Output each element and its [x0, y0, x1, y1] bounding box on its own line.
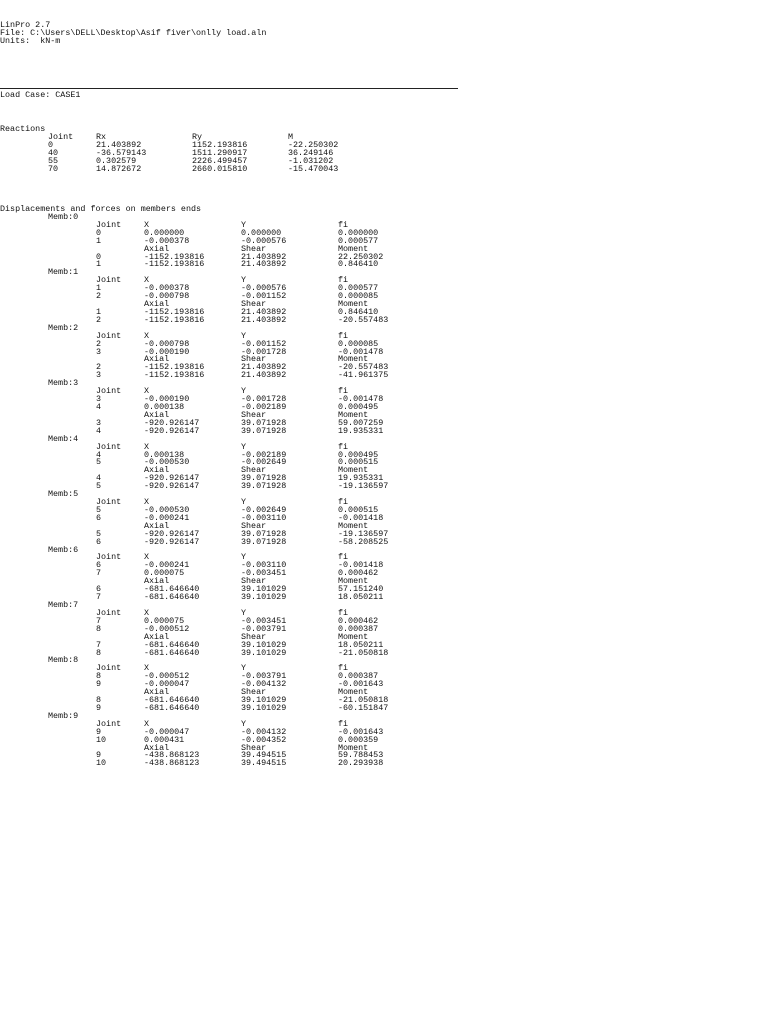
- table-cell: 59.007259: [338, 417, 384, 428]
- table-cell: 39.071928: [241, 417, 287, 428]
- table-cell: 39.101029: [241, 647, 287, 658]
- table-cell: -681.646640: [144, 647, 200, 658]
- table-cell: 1: [96, 235, 102, 246]
- table-cell: 0.000387: [338, 623, 379, 634]
- table-cell: 9: [96, 702, 102, 713]
- column-header: Axial: [144, 409, 170, 420]
- table-cell: 0.000495: [338, 402, 379, 412]
- column-header: fi: [338, 330, 349, 341]
- column-header: Y: [241, 386, 247, 397]
- table-cell: 39.071928: [241, 425, 287, 436]
- column-header: Y: [241, 219, 247, 230]
- table-cell: 0: [96, 251, 102, 262]
- table-cell: -1152.193816: [144, 314, 205, 325]
- table-cell: -0.001478: [338, 346, 384, 357]
- column-header: Joint: [48, 131, 74, 142]
- table-cell: -19.136597: [338, 528, 389, 539]
- table-cell: 5: [96, 481, 102, 492]
- column-header: fi: [338, 219, 349, 230]
- table-cell: 0.000359: [338, 734, 379, 745]
- table-cell: 0.000515: [338, 457, 379, 468]
- column-header: X: [144, 718, 150, 729]
- table-cell: 39.494515: [241, 750, 287, 761]
- table-cell: -681.646640: [144, 584, 200, 595]
- table-cell: 0.000138: [144, 449, 185, 460]
- table-cell: 7: [96, 592, 102, 603]
- column-header: Joint: [96, 607, 122, 618]
- column-header: fi: [338, 386, 349, 397]
- column-header: Axial: [144, 243, 170, 254]
- table-cell: -41.961375: [338, 370, 389, 381]
- table-cell: -0.002649: [241, 457, 287, 468]
- table-cell: -0.000241: [144, 512, 190, 523]
- column-header: fi: [338, 275, 349, 286]
- table-cell: 2: [96, 338, 102, 349]
- column-header: Moment: [338, 243, 369, 254]
- column-header: Axial: [144, 465, 170, 476]
- column-header: Y: [241, 497, 247, 508]
- table-cell: 21.403892: [241, 306, 287, 317]
- table-cell: 0.000000: [241, 227, 282, 238]
- table-cell: -920.926147: [144, 473, 200, 484]
- table-cell: 39.071928: [241, 473, 287, 484]
- table-cell: 0.846410: [338, 306, 379, 317]
- table-cell: 2660.015810: [192, 163, 248, 174]
- column-header: Axial: [144, 742, 170, 753]
- file-text: File: C:\Users\DELL\Desktop\Asif fiver\onlly load.aln: [0, 27, 267, 38]
- table-cell: -36.579143: [96, 147, 147, 158]
- member-label-text: Memb:8: [48, 655, 79, 666]
- table-cell: -0.001478: [338, 394, 384, 405]
- table-cell: 0.000462: [338, 615, 379, 626]
- column-header: Axial: [144, 631, 170, 642]
- table-cell: -1152.193816: [144, 251, 205, 262]
- member-label-text: Memb:0: [48, 211, 79, 222]
- table-cell: 0.000462: [338, 568, 379, 579]
- table-cell: 0.000577: [338, 283, 379, 294]
- column-header: Shear: [241, 299, 267, 310]
- table-cell: 10: [96, 734, 107, 745]
- load-case-text: Load Case: CASE1: [0, 90, 81, 100]
- table-cell: 4: [96, 449, 102, 460]
- table-cell: 1: [96, 283, 102, 294]
- table-cell: 1511.290917: [192, 147, 248, 158]
- column-header: Shear: [241, 576, 267, 587]
- table-cell: -681.646640: [144, 639, 200, 650]
- table-cell: 8: [96, 695, 102, 706]
- column-header: M: [288, 131, 294, 142]
- table-cell: 8: [96, 647, 102, 658]
- table-cell: 2: [96, 362, 102, 373]
- column-header: fi: [338, 441, 349, 452]
- table-cell: 21.403892: [241, 251, 287, 262]
- column-header: X: [144, 441, 150, 452]
- table-cell: -19.136597: [338, 481, 389, 492]
- column-header: Moment: [338, 409, 369, 420]
- column-header: X: [144, 497, 150, 508]
- table-cell: -20.557483: [338, 362, 389, 373]
- table-cell: 0.846410: [338, 259, 379, 270]
- table-cell: 3: [96, 394, 102, 405]
- table-cell: 0.000000: [144, 227, 185, 238]
- column-header: Shear: [241, 465, 267, 476]
- table-cell: -0.001152: [241, 291, 287, 302]
- table-cell: -0.002189: [241, 449, 287, 460]
- column-header: Rx: [96, 131, 107, 142]
- program-text: LinPro 2.7: [0, 20, 51, 30]
- column-header: Shear: [241, 687, 267, 698]
- table-cell: 39.101029: [241, 702, 287, 713]
- members-title-text: Displacements and forces on members ends: [0, 204, 202, 214]
- table-cell: 57.151240: [338, 584, 384, 595]
- table-cell: 21.403892: [241, 370, 287, 381]
- table-cell: -920.926147: [144, 425, 200, 436]
- column-header: X: [144, 330, 150, 341]
- table-cell: -681.646640: [144, 695, 200, 706]
- column-header: Moment: [338, 576, 369, 587]
- table-cell: 14.872672: [96, 163, 142, 174]
- table-cell: 70: [48, 163, 59, 174]
- table-cell: 22.250302: [338, 251, 384, 262]
- table-cell: -1152.193816: [144, 306, 205, 317]
- column-header: X: [144, 607, 150, 618]
- table-cell: -920.926147: [144, 528, 200, 539]
- column-header: Y: [241, 441, 247, 452]
- member-label-text: Memb:9: [48, 710, 79, 721]
- column-header: Moment: [338, 631, 369, 642]
- table-cell: -0.000241: [144, 560, 190, 571]
- column-header: Axial: [144, 299, 170, 310]
- table-cell: 4: [96, 473, 102, 484]
- column-header: Y: [241, 663, 247, 674]
- column-header: Axial: [144, 520, 170, 531]
- table-cell: 39.071928: [241, 481, 287, 492]
- table-cell: 19.935331: [338, 425, 384, 436]
- table-cell: -0.003110: [241, 512, 287, 523]
- table-cell: -0.000530: [144, 504, 190, 515]
- table-cell: -0.000798: [144, 338, 190, 349]
- table-cell: 2: [96, 291, 102, 302]
- column-header: fi: [338, 497, 349, 508]
- table-cell: 59.788453: [338, 750, 384, 761]
- reactions-title-text: Reactions: [0, 124, 46, 134]
- table-cell: -0.000190: [144, 346, 190, 357]
- column-header: Shear: [241, 631, 267, 642]
- table-cell: -21.050818: [338, 647, 389, 658]
- table-cell: 0.000387: [338, 671, 379, 682]
- table-cell: 3: [96, 346, 102, 357]
- table-cell: 4: [96, 402, 102, 412]
- column-header: Axial: [144, 687, 170, 698]
- table-cell: -21.050818: [338, 695, 389, 706]
- column-header: Joint: [96, 219, 122, 230]
- table-cell: 0.000075: [144, 568, 185, 579]
- table-cell: 9: [96, 750, 102, 761]
- table-cell: -920.926147: [144, 417, 200, 428]
- table-cell: 10: [96, 758, 107, 769]
- table-cell: 2: [96, 314, 102, 325]
- table-cell: -58.208525: [338, 536, 389, 547]
- table-cell: 36.249146: [288, 147, 334, 158]
- column-header: X: [144, 219, 150, 230]
- table-cell: 21.403892: [241, 314, 287, 325]
- table-cell: -0.000530: [144, 457, 190, 468]
- column-header: Joint: [96, 386, 122, 397]
- table-cell: 2226.499457: [192, 155, 248, 166]
- table-cell: 7: [96, 639, 102, 650]
- table-cell: -0.000378: [144, 235, 190, 246]
- table-cell: -0.004132: [241, 679, 287, 690]
- table-cell: 0: [96, 227, 102, 238]
- table-cell: 39.071928: [241, 536, 287, 547]
- table-cell: -0.003451: [241, 615, 287, 626]
- table-cell: 0.000000: [338, 227, 379, 238]
- column-header: Shear: [241, 354, 267, 365]
- column-header: fi: [338, 552, 349, 563]
- column-header: Shear: [241, 742, 267, 753]
- column-header: Moment: [338, 687, 369, 698]
- table-cell: 7: [96, 615, 102, 626]
- member-label-text: Memb:6: [48, 544, 79, 555]
- table-cell: 0: [48, 139, 54, 150]
- table-cell: -0.000798: [144, 291, 190, 302]
- member-label-text: Memb:3: [48, 378, 79, 389]
- table-cell: -920.926147: [144, 481, 200, 492]
- column-header: Joint: [96, 718, 122, 729]
- column-header: X: [144, 552, 150, 563]
- member-label-text: Memb:4: [48, 433, 79, 444]
- table-cell: -0.000576: [241, 235, 287, 246]
- table-cell: -0.003110: [241, 560, 287, 571]
- column-header: Y: [241, 275, 247, 286]
- table-cell: -15.470043: [288, 163, 339, 174]
- table-cell: 40: [48, 147, 59, 158]
- units-text: Units: kN-m: [0, 35, 61, 46]
- column-header: Joint: [96, 497, 122, 508]
- table-cell: -0.000512: [144, 623, 190, 634]
- table-cell: -0.001728: [241, 394, 287, 405]
- column-header: X: [144, 386, 150, 397]
- table-cell: -920.926147: [144, 536, 200, 547]
- table-cell: 6: [96, 584, 102, 595]
- table-cell: 1: [96, 306, 102, 317]
- table-cell: 21.403892: [241, 362, 287, 373]
- column-header: fi: [338, 718, 349, 729]
- table-cell: 39.101029: [241, 695, 287, 706]
- table-cell: 6: [96, 512, 102, 523]
- column-header: Y: [241, 607, 247, 618]
- table-cell: -0.001643: [338, 679, 384, 690]
- table-cell: -1152.193816: [144, 259, 205, 270]
- table-cell: 6: [96, 560, 102, 571]
- table-cell: 21.403892: [96, 139, 142, 150]
- column-header: X: [144, 275, 150, 286]
- table-cell: -1.031202: [288, 155, 334, 166]
- table-cell: 39.101029: [241, 639, 287, 650]
- table-cell: 5: [96, 457, 102, 468]
- table-cell: -0.003791: [241, 671, 287, 682]
- table-cell: -0.002189: [241, 402, 287, 412]
- table-cell: -0.001418: [338, 560, 384, 571]
- table-cell: 0.000495: [338, 449, 379, 460]
- column-header: Y: [241, 718, 247, 729]
- table-cell: 4: [96, 425, 102, 436]
- column-header: Axial: [144, 354, 170, 365]
- table-cell: -20.557483: [338, 314, 389, 325]
- table-cell: 18.050211: [338, 639, 384, 650]
- table-cell: -438.868123: [144, 750, 200, 761]
- column-header: Moment: [338, 520, 369, 531]
- column-header: Moment: [338, 742, 369, 753]
- table-cell: 0.000138: [144, 402, 185, 412]
- table-cell: -0.003451: [241, 568, 287, 579]
- table-cell: 19.935331: [338, 473, 384, 484]
- column-header: Y: [241, 552, 247, 563]
- column-header: Ry: [192, 131, 203, 142]
- table-cell: 39.101029: [241, 584, 287, 595]
- table-cell: 3: [96, 417, 102, 428]
- table-cell: -0.001418: [338, 512, 384, 523]
- table-cell: -681.646640: [144, 592, 200, 603]
- table-cell: 0.302579: [96, 155, 137, 166]
- separator-rule: [0, 88, 458, 89]
- table-cell: -0.004132: [241, 726, 287, 737]
- table-cell: 9: [96, 726, 102, 737]
- table-cell: 55: [48, 155, 59, 166]
- table-cell: -0.000047: [144, 726, 190, 737]
- table-cell: -0.001728: [241, 346, 287, 357]
- column-header: X: [144, 663, 150, 674]
- column-header: Joint: [96, 552, 122, 563]
- column-header: Y: [241, 330, 247, 341]
- table-cell: -0.001152: [241, 338, 287, 349]
- column-header: Joint: [96, 275, 122, 286]
- table-cell: -0.000378: [144, 283, 190, 294]
- member-label-text: Memb:2: [48, 322, 79, 333]
- column-header: Shear: [241, 409, 267, 420]
- column-header: Moment: [338, 465, 369, 476]
- table-cell: -22.250302: [288, 139, 339, 150]
- table-cell: 8: [96, 623, 102, 634]
- table-cell: 9: [96, 679, 102, 690]
- table-cell: 39.101029: [241, 592, 287, 603]
- table-cell: 20.293938: [338, 758, 384, 769]
- table-cell: 0.000431: [144, 734, 185, 745]
- table-cell: -681.646640: [144, 702, 200, 713]
- table-cell: 39.494515: [241, 758, 287, 769]
- column-header: Joint: [96, 663, 122, 674]
- table-cell: 5: [96, 504, 102, 515]
- column-header: Joint: [96, 441, 122, 452]
- table-cell: -0.002649: [241, 504, 287, 515]
- table-cell: 0.000577: [338, 235, 379, 246]
- table-cell: -1152.193816: [144, 362, 205, 373]
- column-header: Shear: [241, 243, 267, 254]
- member-label-text: Memb:5: [48, 489, 79, 500]
- table-cell: 7: [96, 568, 102, 579]
- member-label-text: Memb:7: [48, 600, 79, 610]
- column-header: Shear: [241, 520, 267, 531]
- table-cell: 0.000515: [338, 504, 379, 515]
- table-cell: 1: [96, 259, 102, 270]
- table-cell: -438.868123: [144, 758, 200, 769]
- table-cell: -0.000190: [144, 394, 190, 405]
- table-cell: -60.151847: [338, 702, 389, 713]
- column-header: Axial: [144, 576, 170, 587]
- table-cell: -0.004352: [241, 734, 287, 745]
- table-cell: 0.000075: [144, 615, 185, 626]
- table-cell: -1152.193816: [144, 370, 205, 381]
- column-header: Moment: [338, 354, 369, 365]
- table-cell: 6: [96, 536, 102, 547]
- table-cell: 18.050211: [338, 592, 384, 603]
- table-cell: -0.001643: [338, 726, 384, 737]
- table-cell: 5: [96, 528, 102, 539]
- table-cell: 3: [96, 370, 102, 381]
- table-cell: 39.071928: [241, 528, 287, 539]
- column-header: Moment: [338, 299, 369, 310]
- table-cell: 8: [96, 671, 102, 682]
- table-cell: 0.000085: [338, 338, 379, 349]
- table-cell: 21.403892: [241, 259, 287, 270]
- column-header: fi: [338, 663, 349, 674]
- table-cell: -0.000047: [144, 679, 190, 690]
- table-cell: -0.000512: [144, 671, 190, 682]
- table-cell: 1152.193816: [192, 139, 248, 150]
- column-header: fi: [338, 607, 349, 618]
- table-cell: -0.003791: [241, 623, 287, 634]
- column-header: Joint: [96, 330, 122, 341]
- table-cell: -0.000576: [241, 283, 287, 294]
- member-label-text: Memb:1: [48, 267, 79, 278]
- table-cell: 0.000085: [338, 291, 379, 302]
